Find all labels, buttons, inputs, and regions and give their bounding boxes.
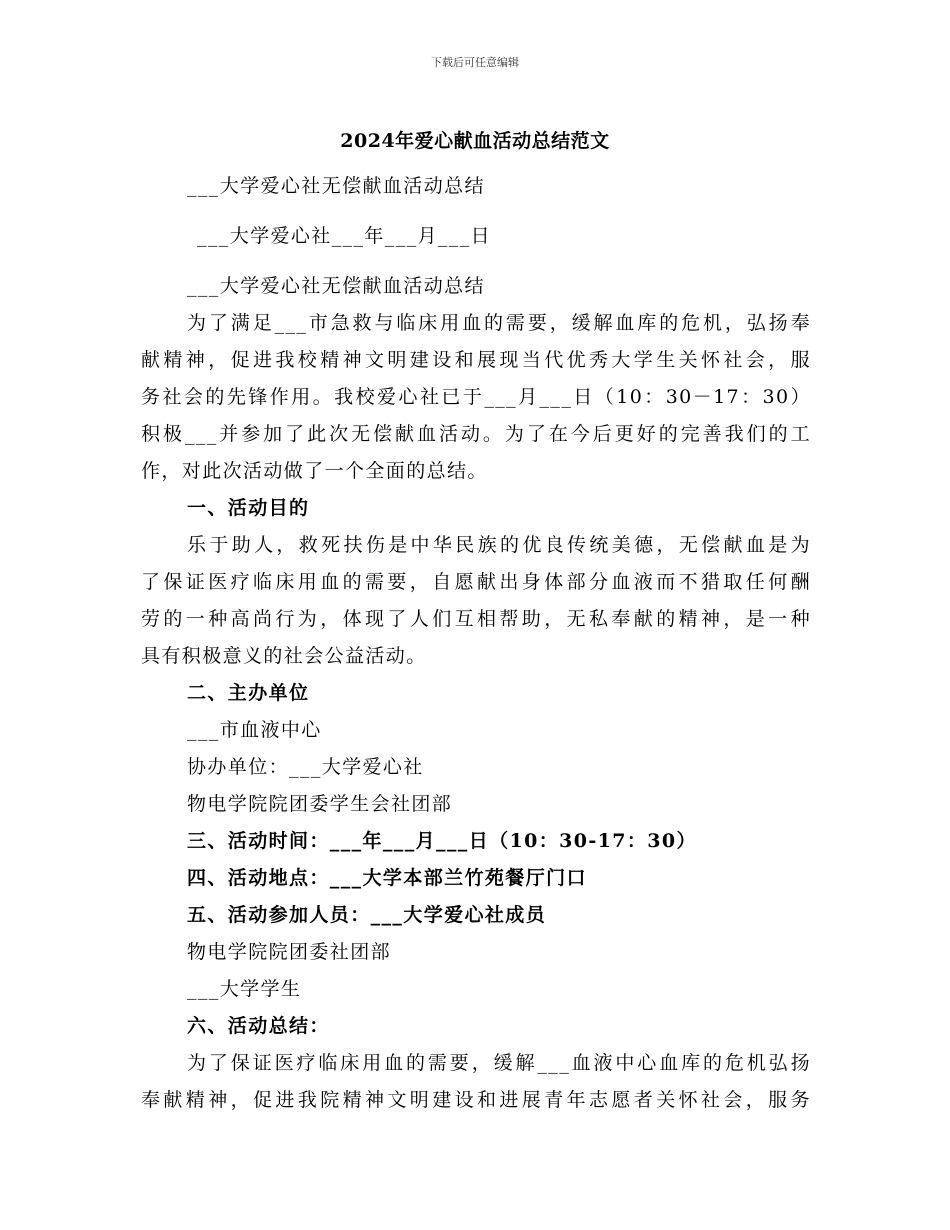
paragraph-line: 为了保证医疗临床用血的需要，缓解___血液中心血库的危机弘扬 [187,1052,811,1074]
body-line: ___市血液中心 [187,719,322,741]
paragraph-line: 劳的一种高尚行为，体现了人们互相帮助，无私奉献的精神，是一种 [141,608,811,630]
section-heading: 三、活动时间：___年___月___日（10：30-17：30） [187,830,697,852]
page-header: 下载后可任意编辑 [431,56,519,69]
paragraph-line: 作，对此次活动做了一个全面的总结。 [141,460,488,482]
paragraph-line: 献精神，促进我校精神文明建设和展现当代优秀大学生关怀社会，服 [141,349,811,371]
date-line: ___大学爱心社___年___月___日 [197,225,492,247]
paragraph-line: 为了满足___市急救与临床用血的需要，缓解血库的危机，弘扬奉 [187,312,811,334]
paragraph-line: 务社会的先锋作用。我校爱心社已于___月___日（10：30－17：30） [141,386,811,408]
subtitle-line: ___大学爱心社无偿献血活动总结 [187,275,485,297]
section-heading: 一、活动目的 [187,497,310,519]
body-line: 物电学院院团委学生会社团部 [187,793,453,815]
paragraph-line: 了保证医疗临床用血的需要，自愿献出身体部分血液而不猎取任何酬 [141,571,811,593]
body-line: ___大学学生 [187,978,302,1000]
body-line: 协办单位：___大学爱心社 [187,756,424,778]
section-heading: 六、活动总结： [187,1015,330,1037]
document-title: 2024年爱心献血活动总结范文 [340,130,610,152]
subtitle-line: ___大学爱心社无偿献血活动总结 [187,175,485,197]
paragraph-line: 积极___并参加了此次无偿献血活动。为了在今后更好的完善我们的工 [141,423,811,445]
document-body [141,168,811,1119]
paragraph-line: 乐于助人，救死扶伤是中华民族的优良传统美德，无偿献血是为 [187,534,811,556]
body-line: 物电学院院团委社团部 [187,941,392,963]
section-heading: 二、主办单位 [187,682,310,704]
paragraph-line: 奉献精神，促进我院精神文明建设和进展青年志愿者关怀社会，服务 [141,1089,811,1111]
paragraph-line: 具有积极意义的社会公益活动。 [141,645,427,667]
section-heading: 五、活动参加人员：___大学爱心社成员 [187,904,547,926]
section-heading: 四、活动地点：___大学本部兰竹苑餐厅门口 [187,867,587,889]
